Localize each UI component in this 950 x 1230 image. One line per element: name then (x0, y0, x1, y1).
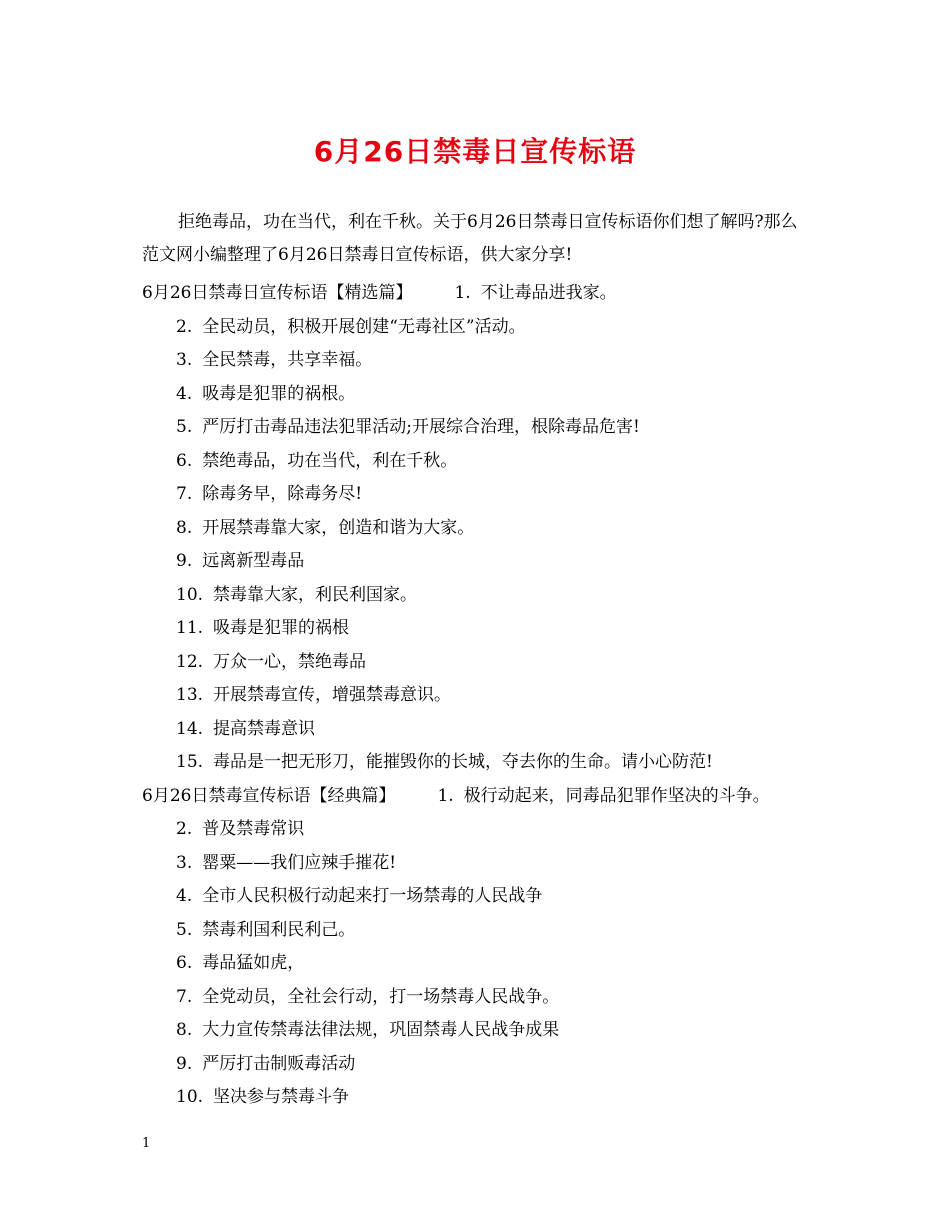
item-number: 7. (176, 484, 193, 504)
section-heading: 6月26日禁毒宣传标语【经典篇】 (142, 785, 396, 806)
item-number: 12. (176, 651, 204, 672)
item-number: 2. (176, 819, 193, 839)
list-item (142, 478, 842, 512)
list-item (142, 579, 842, 613)
item-number: 9. (176, 551, 193, 571)
item-number: 3. (176, 350, 193, 370)
item-text: 罂粟——我们应辣手摧花! (202, 852, 397, 873)
page-title: 6月26日禁毒日宣传标语 (313, 135, 637, 168)
item-text: 不让毒品进我家。 (480, 283, 617, 303)
list-item (142, 344, 842, 378)
list-item (142, 746, 842, 780)
item-number: 6. (176, 450, 193, 471)
section-heading-row (142, 277, 842, 311)
item-number: 4. (176, 383, 193, 404)
list-item (142, 880, 842, 914)
list-item (142, 378, 842, 412)
slogan-list (142, 277, 842, 1115)
item-number: 8. (176, 1020, 193, 1040)
item-number: 2. (176, 316, 193, 337)
item-number: 1. (454, 283, 471, 303)
list-item (142, 512, 842, 546)
item-text: 提高禁毒意识 (213, 718, 316, 739)
item-number: 10. (176, 1087, 204, 1107)
item-number: 5. (176, 417, 193, 437)
list-item (142, 847, 842, 881)
item-text: 严厉打击毒品违法犯罪活动;开展综合治理，根除毒品危害! (202, 417, 640, 437)
list-item (142, 411, 842, 445)
item-text: 远离新型毒品 (202, 551, 305, 571)
list-item (142, 813, 842, 847)
item-text: 除毒务早，除毒务尽! (202, 484, 363, 504)
item-text: 吸毒是犯罪的祸根。 (202, 383, 356, 404)
item-text: 毒品猛如虎， (202, 953, 305, 973)
item-text: 大力宣传禁毒法律法规，巩固禁毒人民战争成果 (202, 1020, 560, 1040)
item-text: 禁毒利国利民利己。 (202, 919, 356, 940)
list-item (142, 713, 842, 747)
list-item (142, 646, 842, 680)
list-item (142, 1081, 842, 1115)
item-text: 全党动员，全社会行动，打一场禁毒人民战争。 (202, 986, 560, 1007)
item-text: 全民禁毒，共享幸福。 (202, 350, 373, 370)
item-number: 3. (176, 852, 193, 873)
item-number: 9. (176, 1053, 193, 1074)
item-number: 15. (176, 752, 204, 772)
item-number: 14. (176, 718, 204, 739)
item-number: 13. (176, 685, 204, 705)
item-text: 严厉打击制贩毒活动 (202, 1053, 356, 1074)
item-number: 11. (176, 618, 204, 638)
section-heading-row (142, 780, 842, 814)
item-text: 全市人民积极行动起来打一场禁毒的人民战争 (202, 886, 543, 906)
item-text: 禁毒靠大家，利民利国家。 (213, 584, 418, 605)
item-text: 万众一心，禁绝毒品 (213, 651, 367, 672)
section-heading: 6月26日禁毒日宣传标语【精选篇】 (142, 283, 413, 303)
list-item (142, 679, 842, 713)
item-text: 禁绝毒品，功在当代，利在千秋。 (202, 450, 458, 471)
item-text: 吸毒是犯罪的祸根 (213, 618, 350, 638)
item-text: 毒品是一把无形刀，能摧毁你的长城，夺去你的生命。请小心防范! (213, 752, 713, 772)
list-item (142, 1048, 842, 1082)
item-number: 5. (176, 919, 193, 940)
intro-paragraph: 拒绝毒品，功在当代，利在千秋。关于6月26日禁毒日宣传标语你们想了解吗?那么范文网小编整理了6月26日禁毒日宣传标语，供大家分享! (142, 212, 798, 265)
page-number: 1 (142, 1136, 151, 1151)
list-item (142, 947, 842, 981)
list-item (142, 1014, 842, 1048)
item-number: 1. (437, 785, 454, 806)
list-item (142, 914, 842, 948)
item-text: 坚决参与禁毒斗争 (213, 1087, 350, 1107)
item-text: 开展禁毒靠大家，创造和谐为大家。 (202, 517, 475, 538)
list-item (142, 612, 842, 646)
list-item (142, 311, 842, 345)
item-number: 8. (176, 517, 193, 538)
list-item (142, 981, 842, 1015)
item-text: 全民动员，积极开展创建“无毒社区”活动。 (202, 316, 526, 337)
list-item (142, 545, 842, 579)
item-number: 7. (176, 986, 193, 1007)
item-text: 普及禁毒常识 (202, 819, 305, 839)
list-item (142, 445, 842, 479)
item-number: 4. (176, 886, 193, 906)
item-number: 10. (176, 584, 204, 605)
item-text: 极行动起来，同毒品犯罪作坚决的斗争。 (463, 785, 770, 806)
item-text: 开展禁毒宣传，增强禁毒意识。 (213, 685, 452, 705)
item-number: 6. (176, 953, 193, 973)
